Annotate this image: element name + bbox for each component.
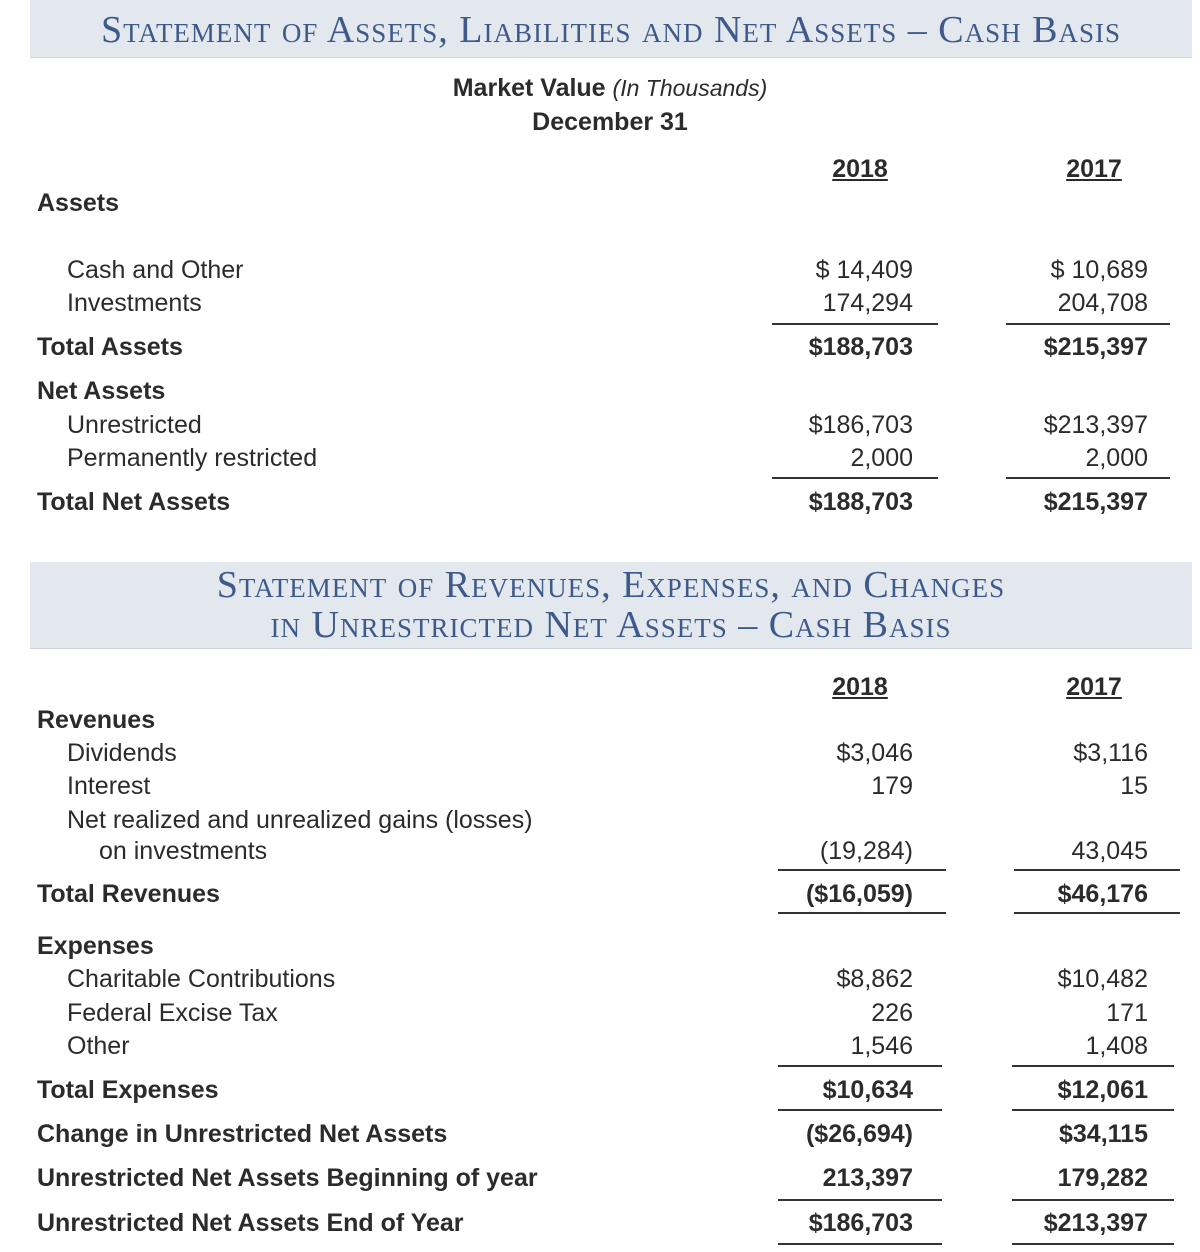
revenue-title-line-1: Statement of Revenues, Expenses, and Changes xyxy=(216,564,1006,606)
total-expenses-2018: $10,634 xyxy=(822,1076,913,1104)
total-net-assets-2018: $188,703 xyxy=(808,488,913,516)
rule xyxy=(1014,869,1180,871)
balance-title-band xyxy=(30,0,1192,58)
other-expenses-label: Other xyxy=(67,1032,130,1060)
beginning-net-assets-2018: 213,397 xyxy=(822,1164,913,1192)
charitable-contributions-2018: $8,862 xyxy=(836,965,913,993)
rule xyxy=(1006,323,1170,325)
other-expenses-2017: 1,408 xyxy=(1085,1032,1148,1060)
total-revenues-2017: $46,176 xyxy=(1057,880,1148,908)
revenue-title-band xyxy=(30,562,1192,649)
market-value-label: Market Value xyxy=(452,74,606,102)
rule xyxy=(778,1109,942,1111)
rule xyxy=(778,1243,942,1245)
revenues-heading: Revenues xyxy=(37,706,156,734)
federal-excise-tax-label: Federal Excise Tax xyxy=(67,999,278,1027)
interest-2018: 179 xyxy=(871,772,913,800)
change-in-net-assets-2017: $34,115 xyxy=(1059,1120,1148,1148)
in-thousands-note: (In Thousands) xyxy=(612,75,768,101)
federal-excise-tax-2017: 171 xyxy=(1106,999,1148,1027)
gains-label: Net realized and unrealized gains (losses) xyxy=(67,806,533,834)
unrestricted-2017: $213,397 xyxy=(1043,411,1148,439)
change-in-net-assets-label: Change in Unrestricted Net Assets xyxy=(37,1120,448,1148)
gains-label-continued: on investments xyxy=(99,837,268,865)
rule xyxy=(778,1199,942,1201)
investments-2017: 204,708 xyxy=(1057,289,1148,317)
cash-2018: $ 14,409 xyxy=(815,256,913,284)
cash-2017: $ 10,689 xyxy=(1050,256,1148,284)
unrestricted-label: Unrestricted xyxy=(67,411,202,439)
assets-heading: Assets xyxy=(37,189,119,217)
year-2017-header: 2017 xyxy=(1066,673,1122,701)
total-revenues-2018: ($16,059) xyxy=(805,880,913,908)
interest-label: Interest xyxy=(67,772,151,800)
rule xyxy=(1012,1243,1174,1245)
rule xyxy=(1012,1109,1174,1111)
permanently-restricted-2018: 2,000 xyxy=(850,444,913,472)
rule xyxy=(1012,1065,1174,1067)
dividends-label: Dividends xyxy=(67,739,177,767)
year-2018-header: 2018 xyxy=(832,155,888,183)
change-in-net-assets-2018: ($26,694) xyxy=(805,1120,913,1148)
total-net-assets-label: Total Net Assets xyxy=(37,488,231,516)
rule xyxy=(778,912,946,914)
investments-2018: 174,294 xyxy=(822,289,913,317)
balance-title: Statement of Assets, Liabilities and Net Assets – Cash Basis xyxy=(100,9,1122,51)
beginning-net-assets-2017: 179,282 xyxy=(1057,1164,1148,1192)
rule xyxy=(778,1065,942,1067)
total-assets-label: Total Assets xyxy=(37,333,183,361)
gains-2018: (19,284) xyxy=(819,837,913,865)
total-expenses-2017: $12,061 xyxy=(1057,1076,1148,1104)
unrestricted-2018: $186,703 xyxy=(808,411,913,439)
federal-excise-tax-2018: 226 xyxy=(871,999,913,1027)
rule xyxy=(772,477,938,479)
investments-label: Investments xyxy=(67,289,202,317)
rule xyxy=(778,869,946,871)
charitable-contributions-2017: $10,482 xyxy=(1057,965,1148,993)
cash-label: Cash and Other xyxy=(67,256,244,284)
end-net-assets-2018: $186,703 xyxy=(808,1209,913,1237)
rule xyxy=(1014,912,1180,914)
total-net-assets-2017: $215,397 xyxy=(1043,488,1148,516)
expenses-heading: Expenses xyxy=(37,932,154,960)
end-net-assets-2017: $213,397 xyxy=(1043,1209,1148,1237)
gains-2017: 43,045 xyxy=(1071,837,1148,865)
total-revenues-label: Total Revenues xyxy=(37,880,220,908)
total-assets-2018: $188,703 xyxy=(808,333,913,361)
dividends-2018: $3,046 xyxy=(836,739,913,767)
net-assets-heading: Net Assets xyxy=(37,377,166,405)
permanently-restricted-label: Permanently restricted xyxy=(67,444,318,472)
revenue-title-line-2: in Unrestricted Net Assets – Cash Basis xyxy=(270,604,952,646)
market-value-header xyxy=(0,74,1200,103)
year-2018-header: 2018 xyxy=(832,673,888,701)
interest-2017: 15 xyxy=(1120,772,1148,800)
rule xyxy=(1012,1199,1174,1201)
other-expenses-2018: 1,546 xyxy=(850,1032,913,1060)
beginning-net-assets-label: Unrestricted Net Assets Beginning of year xyxy=(37,1164,538,1192)
permanently-restricted-2017: 2,000 xyxy=(1085,444,1148,472)
rule xyxy=(772,323,938,325)
dividends-2017: $3,116 xyxy=(1073,739,1148,767)
year-2017-header: 2017 xyxy=(1066,155,1122,183)
total-expenses-label: Total Expenses xyxy=(37,1076,219,1104)
charitable-contributions-label: Charitable Contributions xyxy=(67,965,336,993)
rule xyxy=(1006,477,1170,479)
total-assets-2017: $215,397 xyxy=(1043,333,1148,361)
end-net-assets-label: Unrestricted Net Assets End of Year xyxy=(37,1209,464,1237)
december-31-label: December 31 xyxy=(532,108,688,136)
